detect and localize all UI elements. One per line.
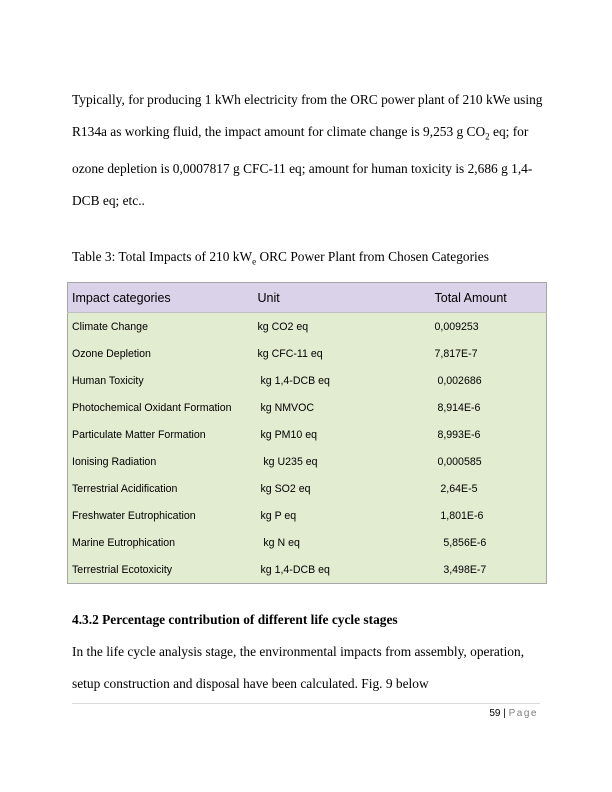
page-label: Page bbox=[508, 708, 538, 719]
table-row bbox=[68, 313, 547, 341]
cell-unit: kg U235 eq bbox=[254, 448, 431, 475]
table-row bbox=[68, 340, 547, 367]
section-heading: 4.3.2 Percentage contribution of different life cycle stages bbox=[72, 612, 398, 627]
paragraph-text-part2: eq; for ozone depletion is 0,0007817 g CFC-11 eq; amount for human toxicity is 2,686 g 1,4-DCB eq; etc.. bbox=[72, 124, 533, 208]
cell-impact-category: Ionising Radiation bbox=[68, 448, 254, 475]
table-row bbox=[68, 556, 547, 584]
cell-unit: kg CO2 eq bbox=[254, 313, 431, 341]
cell-unit: kg SO2 eq bbox=[254, 475, 431, 502]
cell-impact-category: Photochemical Oxidant Formation bbox=[68, 394, 254, 421]
cell-impact-category: Climate Change bbox=[68, 313, 254, 341]
table-row bbox=[68, 502, 547, 529]
cell-total-amount: 3,498E-7 bbox=[431, 556, 547, 584]
cell-impact-category: Ozone Depletion bbox=[68, 340, 254, 367]
cell-unit: kg P eq bbox=[254, 502, 431, 529]
caption-subscript: e bbox=[252, 256, 257, 267]
cell-impact-category: Freshwater Eutrophication bbox=[68, 502, 254, 529]
paragraph-subscript: 2 bbox=[485, 131, 490, 142]
header-impact-categories: Impact categories bbox=[68, 283, 254, 313]
cell-total-amount: 0,000585 bbox=[431, 448, 547, 475]
cell-total-amount: 5,856E-6 bbox=[431, 529, 547, 556]
cell-total-amount: 1,801E-6 bbox=[431, 502, 547, 529]
cell-total-amount: 0,009253 bbox=[431, 313, 547, 341]
page-number: 59 bbox=[489, 708, 501, 719]
header-unit: Unit bbox=[254, 283, 431, 313]
header-total-amount: Total Amount bbox=[431, 283, 547, 313]
cell-total-amount: 2,64E-5 bbox=[431, 475, 547, 502]
table-header-row bbox=[68, 283, 547, 313]
cell-total-amount: 8,914E-6 bbox=[431, 394, 547, 421]
table-row bbox=[68, 394, 547, 421]
cell-unit: kg N eq bbox=[254, 529, 431, 556]
table-row bbox=[68, 421, 547, 448]
table-row bbox=[68, 475, 547, 502]
table-body bbox=[68, 313, 547, 584]
caption-part1: Table 3: Total Impacts of 210 kW bbox=[72, 249, 253, 264]
table-row bbox=[68, 529, 547, 556]
cell-unit: kg NMVOC bbox=[254, 394, 431, 421]
page-footer bbox=[489, 707, 538, 721]
intro-paragraph bbox=[72, 84, 548, 217]
cell-impact-category: Human Toxicity bbox=[68, 367, 254, 394]
paragraph-text-part1: Typically, for producing 1 kWh electricity from the ORC power plant of 210 kWe using R134a as working fluid, the impact amount for climate change is 9,253 g CO bbox=[72, 92, 543, 139]
cell-unit: kg 1,4-DCB eq bbox=[254, 556, 431, 584]
impacts-table bbox=[67, 282, 547, 584]
footer-divider bbox=[72, 703, 540, 704]
cell-total-amount: 0,002686 bbox=[431, 367, 547, 394]
cell-impact-category: Marine Eutrophication bbox=[68, 529, 254, 556]
caption-part2: ORC Power Plant from Chosen Categories bbox=[256, 249, 489, 264]
cell-unit: kg 1,4-DCB eq bbox=[254, 367, 431, 394]
footer-separator: | bbox=[503, 708, 506, 719]
cell-impact-category: Terrestrial Acidification bbox=[68, 475, 254, 502]
table-row bbox=[68, 448, 547, 475]
cell-impact-category: Terrestrial Ecotoxicity bbox=[68, 556, 254, 584]
table-row bbox=[68, 367, 547, 394]
cell-impact-category: Particulate Matter Formation bbox=[68, 421, 254, 448]
cell-total-amount: 8,993E-6 bbox=[431, 421, 547, 448]
table-caption bbox=[72, 246, 548, 273]
section-paragraph: In the life cycle analysis stage, the environmental impacts from assembly, operation, setup construction and disposal have been calculated. Fig. 9 below bbox=[72, 644, 525, 691]
cell-unit: kg CFC-11 eq bbox=[254, 340, 431, 367]
cell-total-amount: 7,817E-7 bbox=[431, 340, 547, 367]
cell-unit: kg PM10 eq bbox=[254, 421, 431, 448]
